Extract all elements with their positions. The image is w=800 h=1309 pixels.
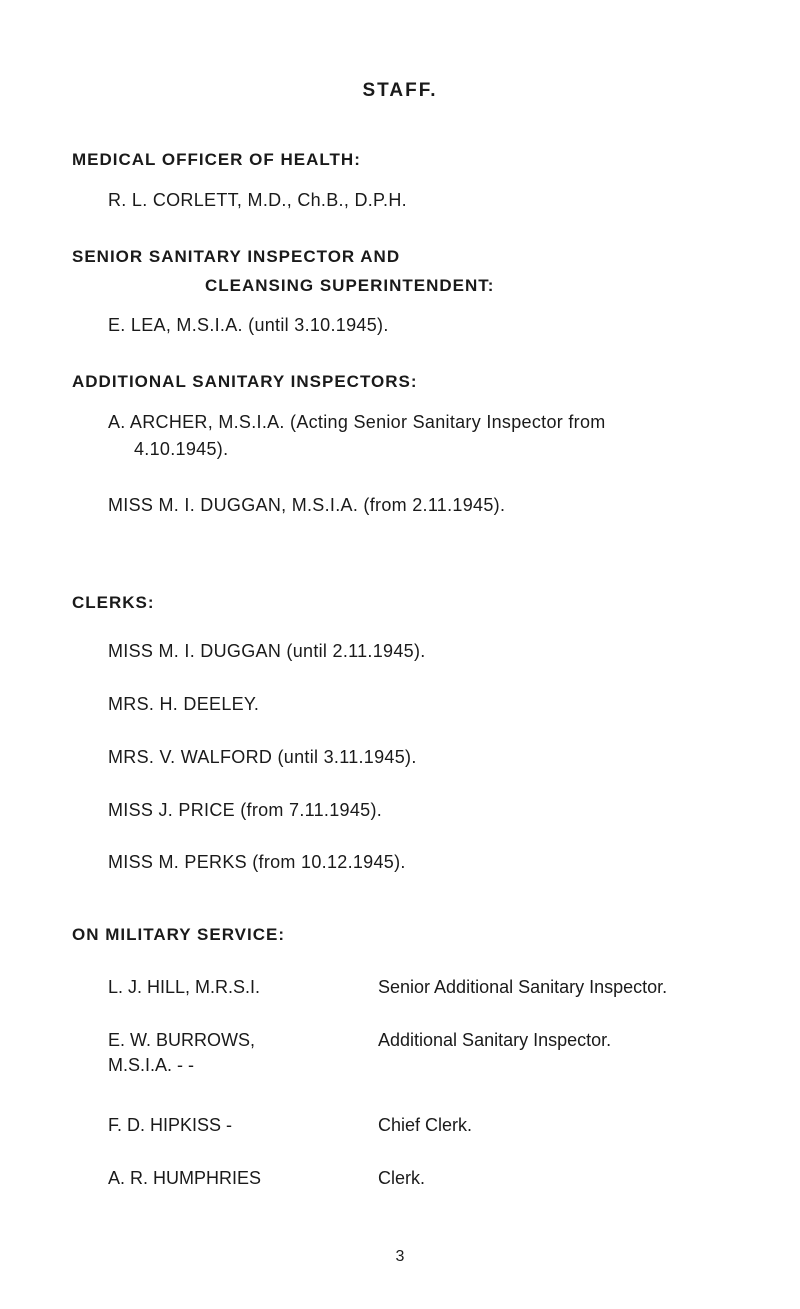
clerk-item: MISS M. PERKS (from 10.12.1945). [108, 852, 406, 872]
military-role: Clerk. [378, 1168, 426, 1188]
military-role: Additional Sanitary Inspector. [378, 1030, 612, 1050]
military-name: E. W. BURROWS, [108, 1030, 256, 1050]
clerk-item: MISS J. PRICE (from 7.11.1945). [108, 800, 383, 820]
senior-inspector-heading-line2: CLEANSING SUPERINTENDENT: [205, 276, 495, 295]
military-name: A. R. HUMPHRIES [108, 1168, 262, 1188]
senior-inspector-name: E. LEA, M.S.I.A. (until 3.10.1945). [108, 315, 389, 335]
military-role: Senior Additional Sanitary Inspector. [378, 977, 668, 997]
senior-inspector-heading-line1: SENIOR SANITARY INSPECTOR AND [72, 247, 401, 266]
page-number: 3 [395, 1248, 405, 1265]
clerks-heading: CLERKS: [72, 593, 155, 612]
page-title: STAFF. [362, 80, 438, 101]
medical-officer-heading: MEDICAL OFFICER OF HEALTH: [72, 150, 361, 169]
clerk-item: MRS. H. DEELEY. [108, 694, 260, 714]
military-name: F. D. HIPKISS - [108, 1115, 233, 1135]
clerk-item: MRS. V. WALFORD (until 3.11.1945). [108, 747, 417, 767]
military-name: L. J. HILL, M.R.S.I. [108, 977, 261, 997]
military-service-heading: ON MILITARY SERVICE: [72, 925, 286, 944]
military-role: Chief Clerk. [378, 1115, 473, 1135]
military-name-continued: M.S.I.A. - - [108, 1055, 195, 1075]
additional-inspector-entry-continued: 4.10.1945). [134, 439, 229, 459]
additional-inspector-entry: MISS M. I. DUGGAN, M.S.I.A. (from 2.11.1945). [108, 495, 506, 515]
additional-inspectors-heading: ADDITIONAL SANITARY INSPECTORS: [72, 372, 418, 391]
clerk-item: MISS M. I. DUGGAN (until 2.11.1945). [108, 641, 426, 661]
additional-inspector-entry: A. ARCHER, M.S.I.A. (Acting Senior Sanitary Inspector from [108, 412, 606, 432]
medical-officer-name: R. L. CORLETT, M.D., Ch.B., D.P.H. [108, 190, 407, 210]
